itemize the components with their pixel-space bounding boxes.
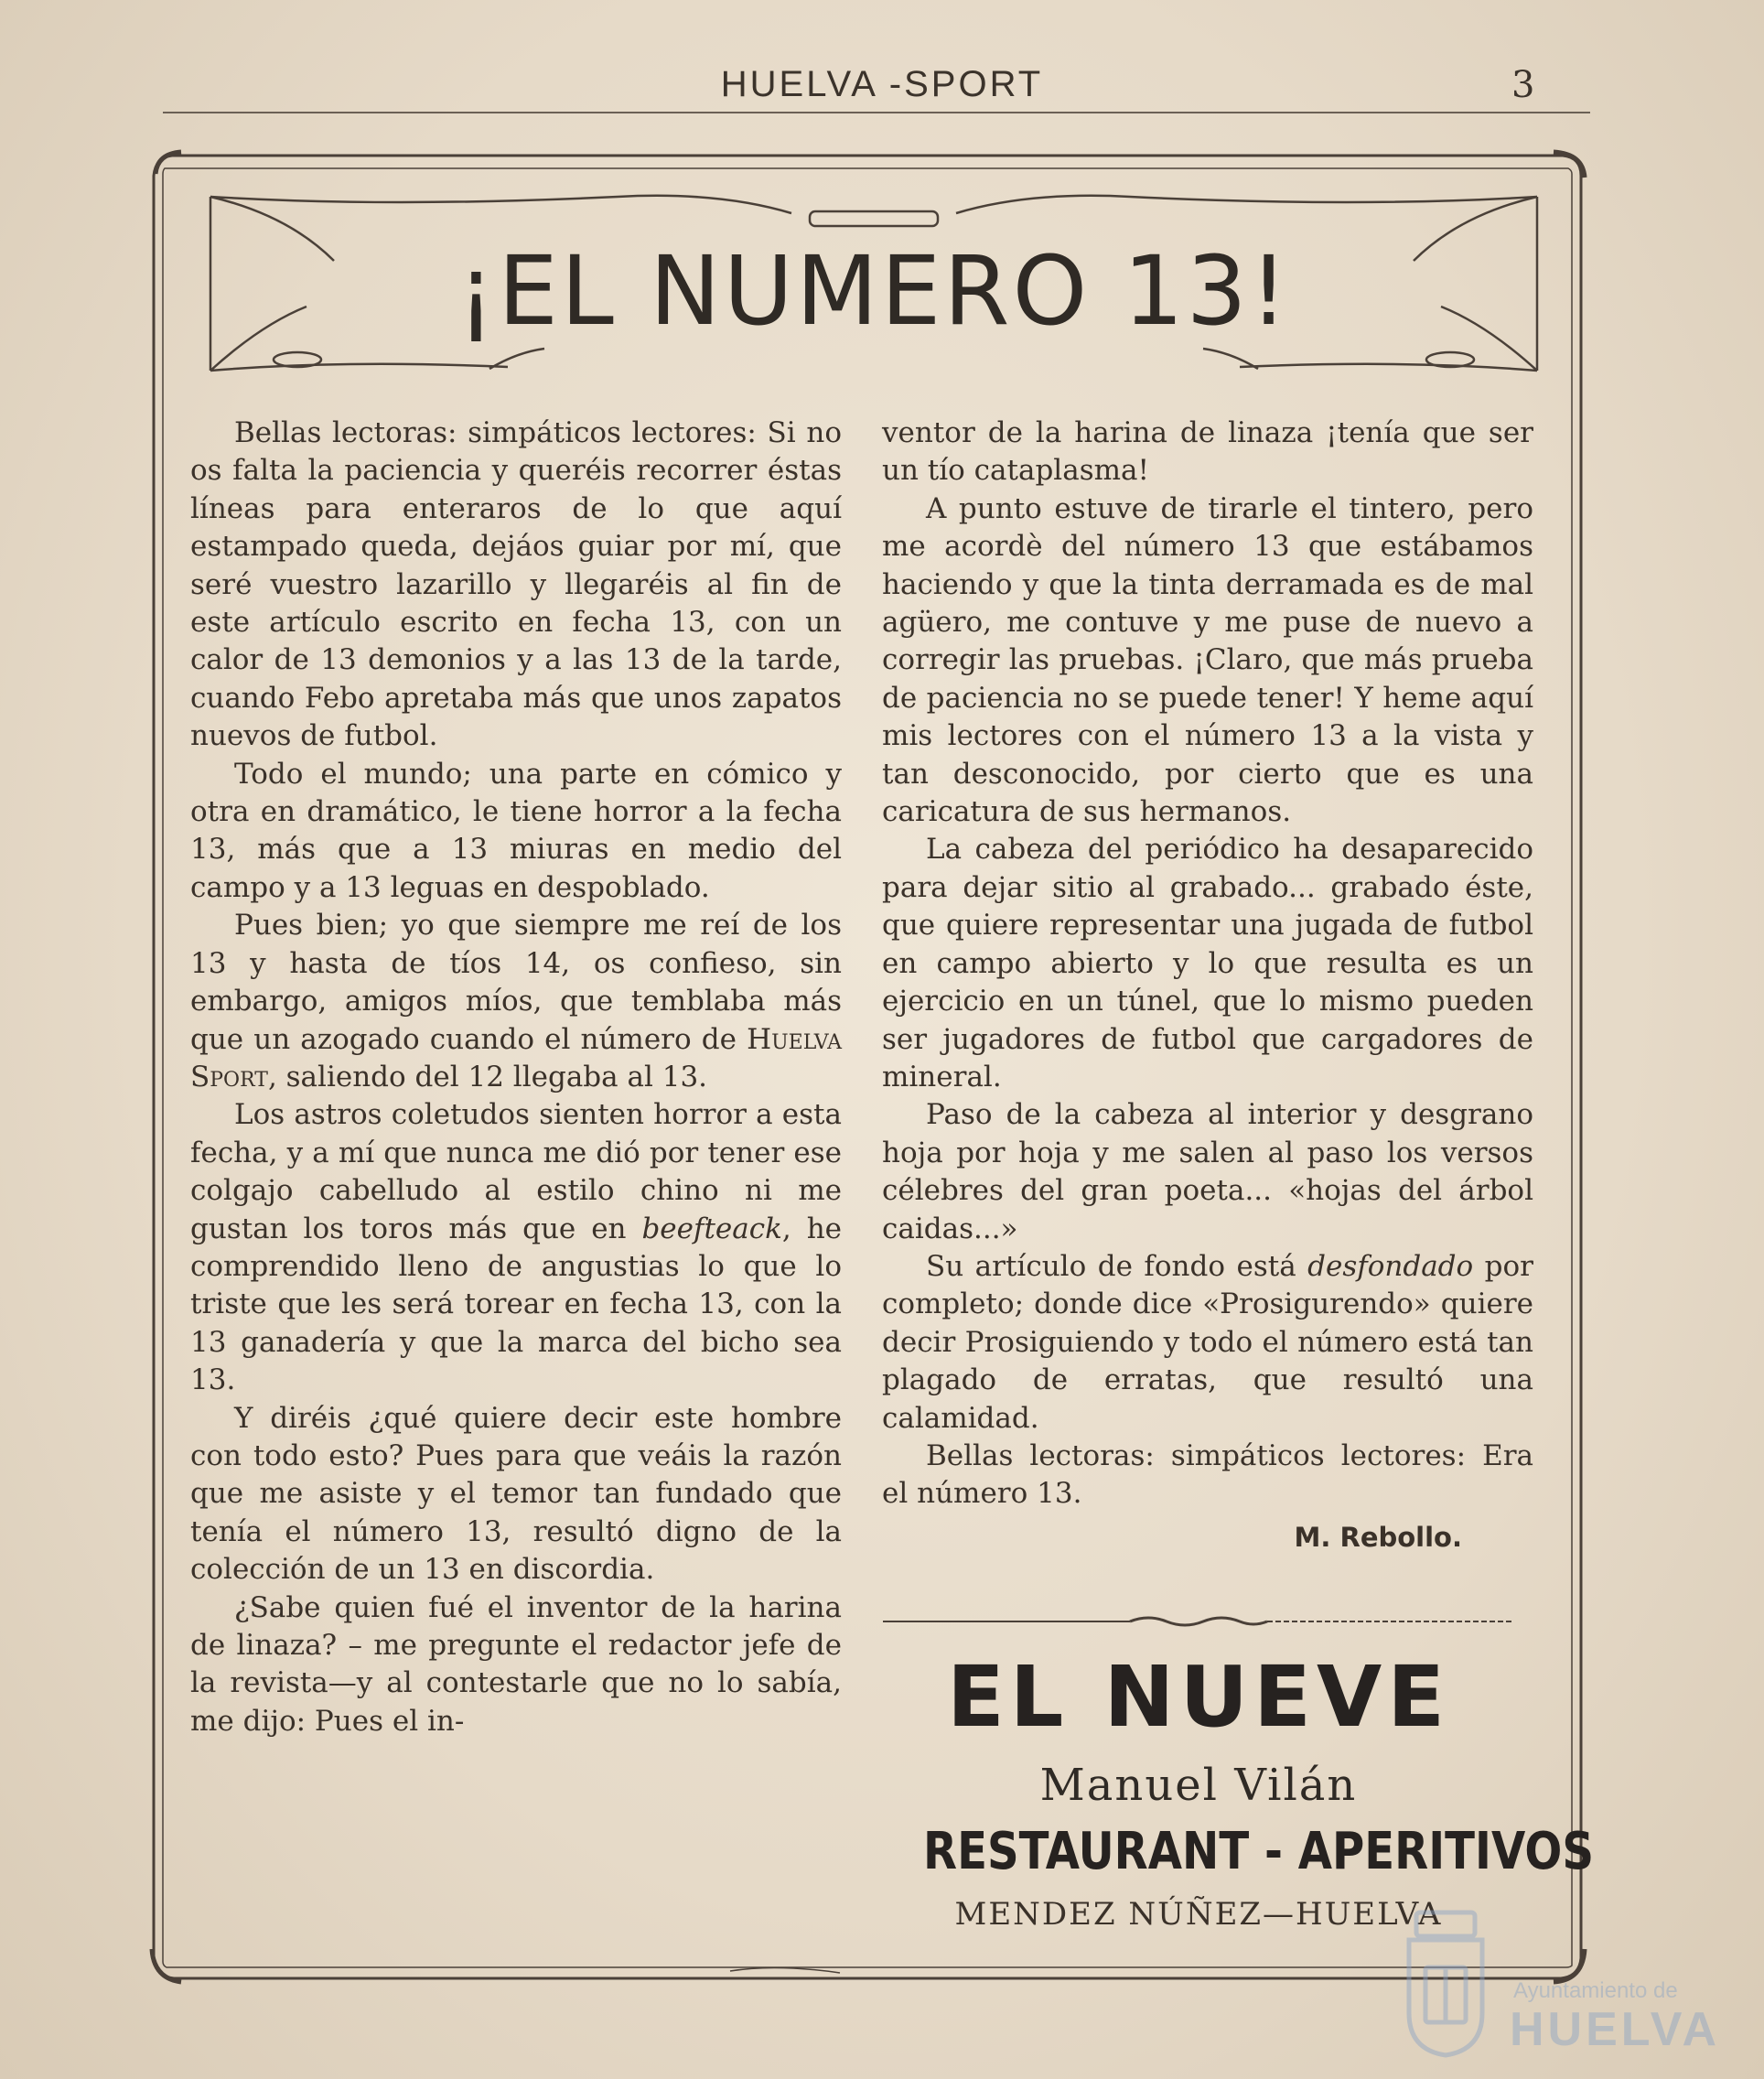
paragraph: A punto estuve de tirarle el tintero, pero me acordè del número 13 que estábamos haciendo y que la tinta derramada es de mal agüero, me contuve y me puse de nuevo a corregir las pruebas. ¡Claro, que más prueba de paciencia no se puede tener! Y heme aquí mis lectores con el número 13 a la vista y tan desconocido, por cierto que es una caricatura de sus hermanos.: [882, 491, 1533, 829]
title-band: [206, 188, 1542, 380]
ad-business: RESTAURANT - APERITIVOS: [923, 1822, 1595, 1881]
article-title: ¡EL NUMERO 13!: [457, 235, 1291, 347]
ad-owner: Manuel Vilán: [1039, 1760, 1358, 1811]
article-column-left: [190, 415, 842, 1740]
watermark-line2: HUELVA: [1510, 2003, 1721, 2056]
archive-watermark: [1382, 1903, 1748, 2068]
paragraph: La cabeza del periódico ha desaparecido para dejar sitio al grabado... grabado éste, que quiere representar una jugada de futbol en campo abierto y lo que resulta es un ejercicio en un túnel, que lo mismo pueden ser jugadores de futbol que cargadores de mineral.: [882, 833, 1533, 1093]
paragraph: Los astros coletudos sienten horror a esta fecha, y a mí que nunca me dió por tener ese colgajo cabelludo al estilo chino ni me gustan los toros más que en beefteack, he comprendido lleno de angustias lo que lo triste que les será torear en fecha 13, con la 13 ganadería y que la marca del bicho sea 13.: [190, 1098, 842, 1397]
paragraph: ventor de la harina de linaza ¡tenía que ser un tío cataplasma!: [882, 416, 1533, 488]
header-rule: [163, 112, 1590, 113]
publication-mention: Huelva Sport: [190, 1022, 842, 1093]
ad-divider: [883, 1610, 1514, 1632]
city-shield-icon: [1391, 1903, 1500, 2059]
paragraph: Bellas lectoras: simpáticos lectores: Si no os falta la paciencia y queréis recorrer éstas líneas para enteraros de lo que aquí estampado queda, dejáos guiar por mí, que seré vuestro lazarillo y llegaréis al fin de este artículo escrito en fecha 13, con un calor de 13 demonios y a las 13 de la tarde, cuando Febo apretaba más que unos zapatos nuevos de futbol.: [190, 416, 842, 753]
running-header: [0, 64, 1764, 110]
paragraph: Su artículo de fondo está desfondado por completo; donde dice «Prosigurendo» quiere decir Prosiguiendo y todo el número está tan plagado de erratas, que resultó una calamidad.: [882, 1249, 1534, 1435]
paragraph: Paso de la cabeza al interior y desgrano hoja por hoja y me salen al paso los versos célebres del gran poeta... «hojas del árbol caidas...»: [882, 1098, 1533, 1245]
watermark-line1: Ayuntamiento de: [1513, 1978, 1678, 2003]
italic-word: desfondado: [1307, 1249, 1474, 1283]
author-signature: M. Rebollo.: [1294, 1521, 1462, 1553]
publication-name: HUELVA -SPORT: [720, 64, 1044, 104]
ad-brand: EL NUEVE: [946, 1648, 1451, 1746]
paragraph: Pues bien; yo que siempre me reí de los 13 y hasta de tíos 14, os confieso, sin embargo, amigos míos, que temblaba más que un azogado cuando el número de Huelva Sport, saliendo del 12 llegaba al 13.: [190, 909, 842, 1093]
paragraph: Y diréis ¿qué quiere decir este hombre con todo esto? Pues para que veáis la razón que me asiste y el temor tan fundado que tenía el número 13, resultó digno de la colección de un 13 en discordia.: [190, 1401, 842, 1587]
article-column-right: [882, 415, 1533, 1557]
paragraph: ¿Sabe quien fué el inventor de la harina de linaza? – me pregunte el redactor jefe de la revista—y al contestarle que no lo sabía, me dijo: Pues el in-: [190, 1590, 842, 1738]
paragraph: Bellas lectoras: simpáticos lectores: Era el número 13.: [882, 1438, 1533, 1511]
ad-address: MENDEZ NÚÑEZ—HUELVA: [954, 1896, 1443, 1933]
paragraph: Todo el mundo; una parte en cómico y otra en dramático, le tiene horror a la fecha 13, más que a 13 miuras en medio del campo y a 13 leguas en despoblado.: [190, 757, 842, 904]
page-number: 3: [1511, 64, 1535, 106]
italic-word: beefteack: [641, 1212, 782, 1245]
advertisement: [878, 1647, 1595, 1942]
